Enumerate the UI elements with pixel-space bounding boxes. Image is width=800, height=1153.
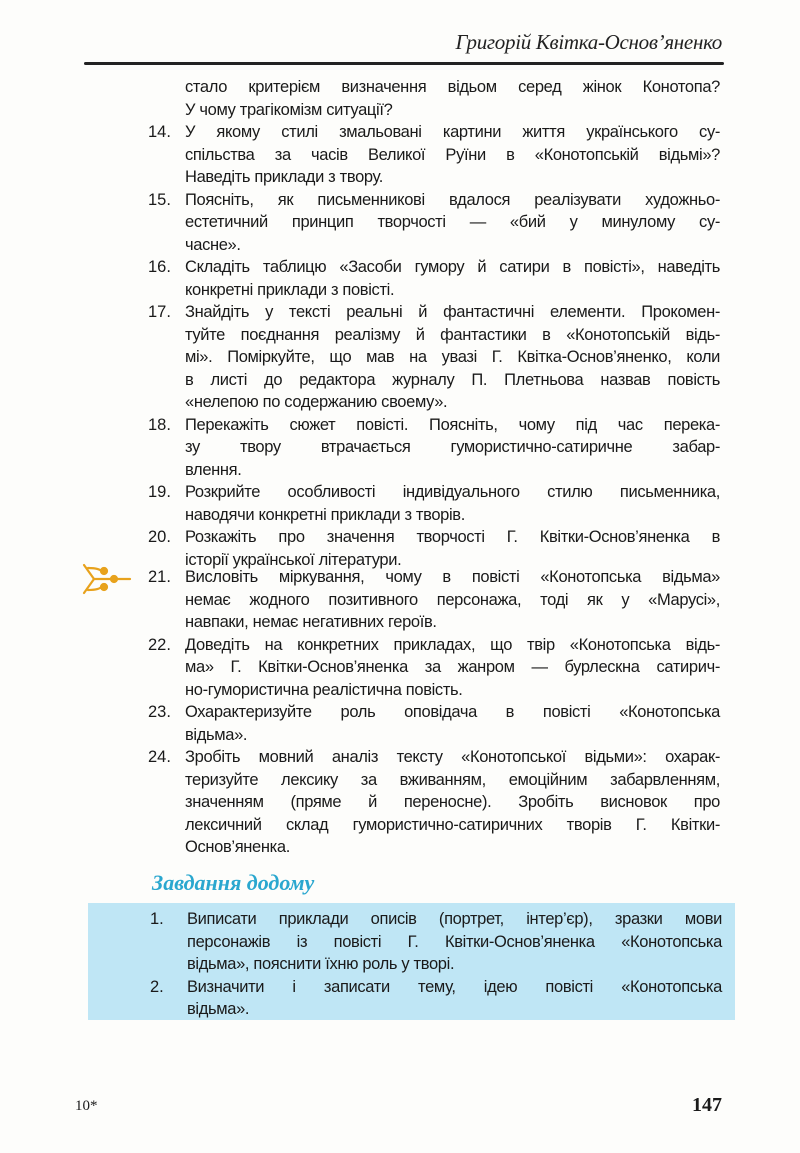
item-number: 22. <box>148 635 171 654</box>
item-number: 15. <box>148 190 171 209</box>
question-list-2 <box>148 566 720 859</box>
item-text-line: спільства за часів Великої Руїни в «Конотопській відьмі»? <box>185 145 720 164</box>
item-number: 18. <box>148 415 171 434</box>
homework-list <box>150 908 722 1021</box>
item-text-line: Перекажіть сюжет повісті. Поясніть, чому під час перека- <box>185 415 720 434</box>
item-text-line: мі». Поміркуйте, що мав на увазі Г. Квітка-Основ’яненко, коли <box>185 348 720 366</box>
item-text-line: наводячи конкретні приклади з творів. <box>185 505 465 524</box>
item-text-line: Визначити і записати тему, ідею повісті «Конотопська <box>187 977 722 996</box>
item-number: 21. <box>148 568 171 586</box>
list-item <box>148 189 720 257</box>
item-text-line: Розкрийте особливості індивідуального стилю письменника, <box>185 483 720 501</box>
item-text-line: відьма». <box>185 725 248 744</box>
list-item <box>148 746 720 859</box>
item-text-line: лексичний склад гумористично-сатиричних творів Г. Квітки- <box>185 815 720 834</box>
item-text-line: но-гумористична реалістична повість. <box>185 680 463 699</box>
item-text-line: часне». <box>185 235 241 254</box>
item-text-line: історії української літератури. <box>185 550 402 569</box>
item-text-line: Основ’яненка. <box>185 838 290 856</box>
question-list-1 <box>148 76 720 571</box>
item-text-line: значенням (пряме й переносне). Зробіть висновок про <box>185 793 720 811</box>
list-item <box>148 121 720 189</box>
item-text-line: «нелепою по содержанию своему». <box>185 393 448 411</box>
item-text-line: Складіть таблицю «Засоби гумору й сатири в повісті», наведіть <box>185 258 720 276</box>
list-item <box>148 526 720 571</box>
page-number: 147 <box>692 1094 722 1116</box>
list-item <box>148 701 720 746</box>
item-text-line: туйте поєднання реалізму й фантастики в «Конотопській відь- <box>185 325 720 344</box>
item-text-line: Наведіть приклади з твору. <box>185 168 384 186</box>
item-number: 19. <box>148 483 171 501</box>
item-text-line: немає жодного позитивного персонажа, тоді як у «Марусі», <box>185 590 720 609</box>
header-divider <box>84 62 724 65</box>
item-number: 1. <box>150 910 164 928</box>
item-text-line: навпаки, немає негативних героїв. <box>185 613 437 631</box>
list-item <box>150 976 722 1021</box>
item-text-line: відьма», пояснити їхню роль у творі. <box>187 955 455 973</box>
item-text-line: Поясніть, як письменникові вдалося реалізувати художньо- <box>185 190 720 209</box>
item-text-line: відьма». <box>187 1000 250 1018</box>
item-number: 24. <box>148 748 171 766</box>
sheet-signature: 10* <box>75 1098 98 1114</box>
item-text-line: конкретні приклади з повісті. <box>185 280 395 299</box>
item-text-line: Висловіть міркування, чому в повісті «Конотопська відьма» <box>185 568 720 586</box>
item-text-line: ма» Г. Квітки-Основ’яненка за жанром — бурлескна сатирич- <box>185 658 720 676</box>
item-number: 23. <box>148 703 171 721</box>
item-text-line: Зробіть мовний аналіз тексту «Конотопської відьми»: охарак- <box>185 748 720 766</box>
item-text-line: стало критерієм визначення відьом серед жінок Конотопа? <box>185 78 720 96</box>
item-text-line: У чому трагікомізм ситуації? <box>185 100 393 119</box>
list-item <box>148 481 720 526</box>
item-text-line: в листі до редактора журналу П. Плетньова назвав повість <box>185 370 720 389</box>
running-header: Григорій Квітка-Основ’яненко <box>455 30 722 54</box>
item-text-line: Знайдіть у тексті реальні й фантастичні елементи. Прокомен- <box>185 303 720 321</box>
list-item <box>148 566 720 634</box>
list-item <box>148 414 720 482</box>
item-text-line: У якому стилі змальовані картини життя українського су- <box>185 123 720 141</box>
item-text-line: Доведіть на конкретних прикладах, що твір «Конотопська відь- <box>185 635 720 654</box>
item-text-line: зу твору втрачається гумористично-сатиричне забар- <box>185 438 720 456</box>
list-item <box>148 634 720 702</box>
item-text-line: Виписати приклади описів (портрет, інтер’єр), зразки мови <box>187 910 722 928</box>
item-number: 14. <box>148 123 171 141</box>
item-number: 20. <box>148 528 171 546</box>
list-item <box>148 256 720 301</box>
item-text-line: Охарактеризуйте роль оповідача в повісті «Конотопська <box>185 703 720 721</box>
item-number: 2. <box>150 977 164 996</box>
item-text-line: естетичний принцип творчості — «бий у минулому су- <box>185 213 720 231</box>
list-item <box>150 908 722 976</box>
item-text-line: теризуйте лексику за вживанням, емоційним забарвленням, <box>185 770 720 789</box>
item-text-line: Розкажіть про значення творчості Г. Квітки-Основ’яненка в <box>185 528 720 546</box>
item-text-line: персонажів із повісті Г. Квітки-Основ’яненка «Конотопська <box>187 932 722 951</box>
list-item <box>148 301 720 414</box>
homework-title: Завдання додому <box>152 870 315 895</box>
item-number: 16. <box>148 258 171 276</box>
item-text-line: влення. <box>185 460 242 479</box>
advanced-level-ornament-icon <box>82 562 134 596</box>
list-item <box>148 76 720 121</box>
item-number: 17. <box>148 303 171 321</box>
